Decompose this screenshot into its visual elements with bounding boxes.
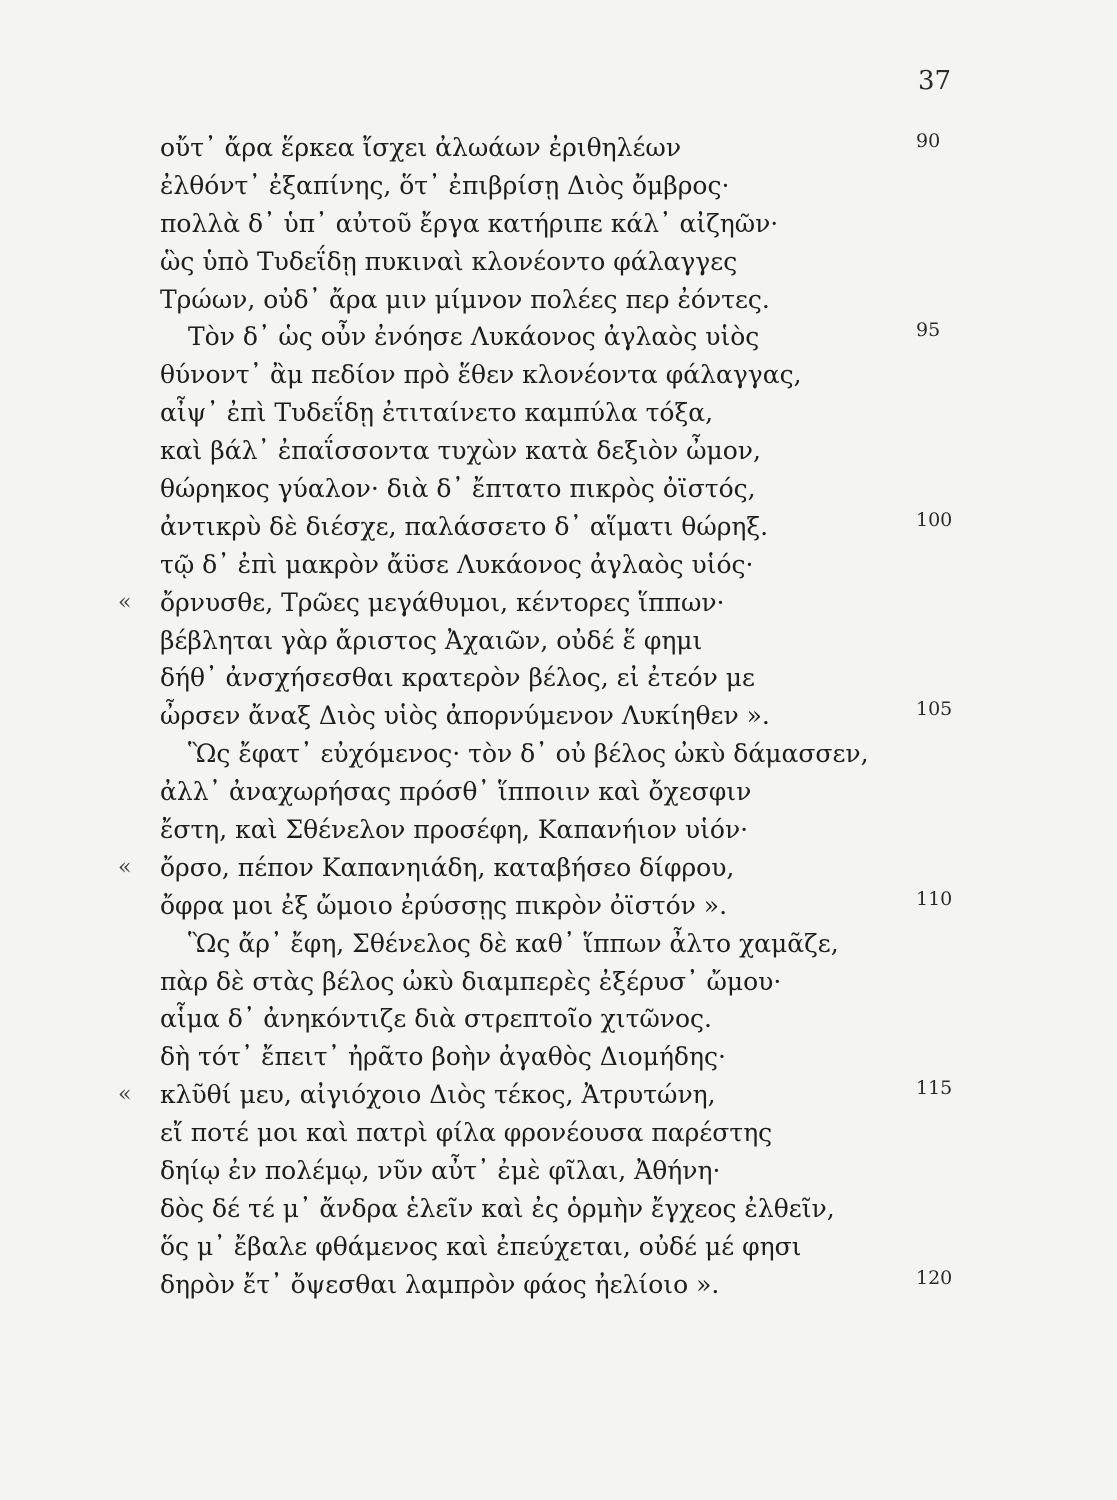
verse-text: Ὣς ἔφατ᾽ εὐχόμενος· τὸν δ᾽ οὐ βέλος ὠκὺ δάμασσεν, bbox=[188, 739, 869, 769]
verse-text: ὅς μ᾽ ἔβαλε φθάμενος καὶ ἐπεύχεται, οὐδέ μέ φησι bbox=[160, 1231, 802, 1261]
verse-text: Τὸν δ᾽ ὡς οὖν ἐνόησε Λυκάονος ἀγλαὸς υἱὸς bbox=[188, 322, 760, 352]
verse-text: θώρηκος γύαλον· διὰ δ᾽ ἔπτατο πικρὸς ὀϊστός, bbox=[160, 474, 756, 504]
verse-line bbox=[160, 697, 1060, 735]
verse-line bbox=[160, 622, 1060, 660]
line-number: 105 bbox=[916, 698, 953, 721]
verse-text: ὦρσεν ἄναξ Διὸς υἱὸς ἀπορνύμενον Λυκίηθεν ». bbox=[160, 701, 770, 731]
verse-line bbox=[160, 811, 1060, 849]
verse-line bbox=[118, 584, 1060, 622]
verse-line bbox=[160, 963, 1060, 1001]
line-number: 95 bbox=[916, 319, 941, 342]
line-number: 110 bbox=[916, 887, 953, 910]
verse-line bbox=[160, 1114, 1060, 1152]
verse-text: Ὣς ἄρ᾽ ἔφη, Σθένελος δὲ καθ᾽ ἵππων ἆλτο χαμᾶζε, bbox=[188, 928, 839, 958]
verse-text: πὰρ δὲ στὰς βέλος ὠκὺ διαμπερὲς ἐξέρυσ᾽ ὤμου· bbox=[160, 966, 782, 996]
verse-line bbox=[160, 773, 1060, 811]
verse-text: δηρὸν ἔτ᾽ ὄψεσθαι λαμπρὸν φάος ἠελίοιο ». bbox=[160, 1269, 720, 1299]
verse-line bbox=[160, 925, 1060, 963]
verse-line bbox=[160, 167, 1060, 205]
poem-text bbox=[118, 129, 1060, 1304]
verse-text: αἶψ᾽ ἐπὶ Τυδεΐδῃ ἐτιταίνετο καμπύλα τόξα, bbox=[160, 398, 714, 428]
verse-line bbox=[160, 205, 1060, 243]
quote-mark: « bbox=[118, 854, 132, 880]
verse-text: ἔστη, καὶ Σθένελον προσέφη, Καπανήιον υἱόν· bbox=[160, 815, 749, 845]
verse-text: δὴ τότ᾽ ἔπειτ᾽ ἠρᾶτο βοὴν ἀγαθὸς Διομήδης· bbox=[160, 1042, 726, 1072]
verse-line bbox=[160, 129, 1060, 167]
verse-text: δηίῳ ἐν πολέμῳ, νῦν αὖτ᾽ ἐμὲ φῖλαι, Ἀθήνη· bbox=[160, 1156, 721, 1186]
verse-text: δὸς δέ τέ μ᾽ ἄνδρα ἑλεῖν καὶ ἐς ὁρμὴν ἔγχεος ἐλθεῖν, bbox=[160, 1193, 835, 1223]
verse-line bbox=[118, 1076, 1060, 1114]
verse-line bbox=[160, 508, 1060, 546]
line-number: 120 bbox=[916, 1266, 953, 1289]
verse-line bbox=[160, 1000, 1060, 1038]
verse-line bbox=[160, 432, 1060, 470]
verse-text: ὄρσο, πέπον Καπανηιάδη, καταβήσεο δίφρου, bbox=[160, 852, 735, 882]
verse-line bbox=[160, 546, 1060, 584]
verse-line bbox=[160, 394, 1060, 432]
verse-text: θύνοντ᾽ ἂμ πεδίον πρὸ ἕθεν κλονέοντα φάλαγγας, bbox=[160, 360, 802, 390]
verse-text: ὄρνυσθε, Τρῶες μεγάθυμοι, κέντορες ἵππων· bbox=[160, 587, 725, 617]
verse-text: τῷ δ᾽ ἐπὶ μακρὸν ἄϋσε Λυκάονος ἀγλαὸς υἱός· bbox=[160, 549, 754, 579]
verse-text: ἀντικρὺ δὲ διέσχε, παλάσσετο δ᾽ αἵματι θώρηξ. bbox=[160, 511, 769, 541]
verse-line bbox=[160, 1266, 1060, 1304]
verse-line bbox=[160, 887, 1060, 925]
verse-text: πολλὰ δ᾽ ὑπ᾽ αὐτοῦ ἔργα κατήριπε κάλ᾽ αἰζηῶν· bbox=[160, 208, 779, 238]
verse-line bbox=[160, 1152, 1060, 1190]
verse-text: ὣς ὑπὸ Τυδεΐδῃ πυκιναὶ κλονέοντο φάλαγγες bbox=[160, 246, 738, 276]
verse-text: κλῦθί μευ, αἰγιόχοιο Διὸς τέκος, Ἀτρυτώνη, bbox=[160, 1080, 716, 1110]
verse-text: οὔτ᾽ ἄρα ἕρκεα ἴσχει ἀλωάων ἐριθηλέων bbox=[160, 133, 682, 162]
verse-line bbox=[160, 356, 1060, 394]
quote-mark: « bbox=[118, 1082, 132, 1108]
verse-text: δήθ᾽ ἀνσχήσεσθαι κρατερὸν βέλος, εἰ ἐτεόν με bbox=[160, 663, 755, 693]
verse-text: βέβληται γὰρ ἄριστος Ἀχαιῶν, οὐδέ ἕ φημι bbox=[160, 625, 703, 655]
verse-text: αἷμα δ᾽ ἀνηκόντιζε διὰ στρεπτοῖο χιτῶνος. bbox=[160, 1004, 712, 1034]
verse-text: καὶ βάλ᾽ ἐπαΐσσοντα τυχὼν κατὰ δεξιὸν ὦμον, bbox=[160, 436, 761, 466]
verse-text: Τρώων, οὐδ᾽ ἄρα μιν μίμνον πολέες περ ἐόντες. bbox=[160, 284, 770, 314]
line-number: 100 bbox=[916, 508, 953, 531]
quote-mark: « bbox=[118, 589, 132, 615]
verse-text: ἀλλ᾽ ἀναχωρήσας πρόσθ᾽ ἵπποιιν καὶ ὄχεσφιν bbox=[160, 777, 752, 807]
verse-line bbox=[160, 735, 1060, 773]
verse-text: ἐλθόντ᾽ ἐξαπίνης, ὅτ᾽ ἐπιβρίσῃ Διὸς ὄμβρος· bbox=[160, 170, 730, 200]
verse-line bbox=[160, 1190, 1060, 1228]
verse-line bbox=[160, 318, 1060, 356]
line-number: 90 bbox=[916, 130, 941, 152]
verse-text: εἴ ποτέ μοι καὶ πατρὶ φίλα φρονέουσα παρέστης bbox=[160, 1118, 773, 1148]
page-number: 37 bbox=[918, 66, 952, 96]
verse-line bbox=[160, 243, 1060, 281]
verse-text: ὄφρα μοι ἐξ ὤμοιο ἐρύσσῃς πικρὸν ὀϊστόν ». bbox=[160, 890, 728, 920]
line-number: 115 bbox=[916, 1077, 953, 1100]
